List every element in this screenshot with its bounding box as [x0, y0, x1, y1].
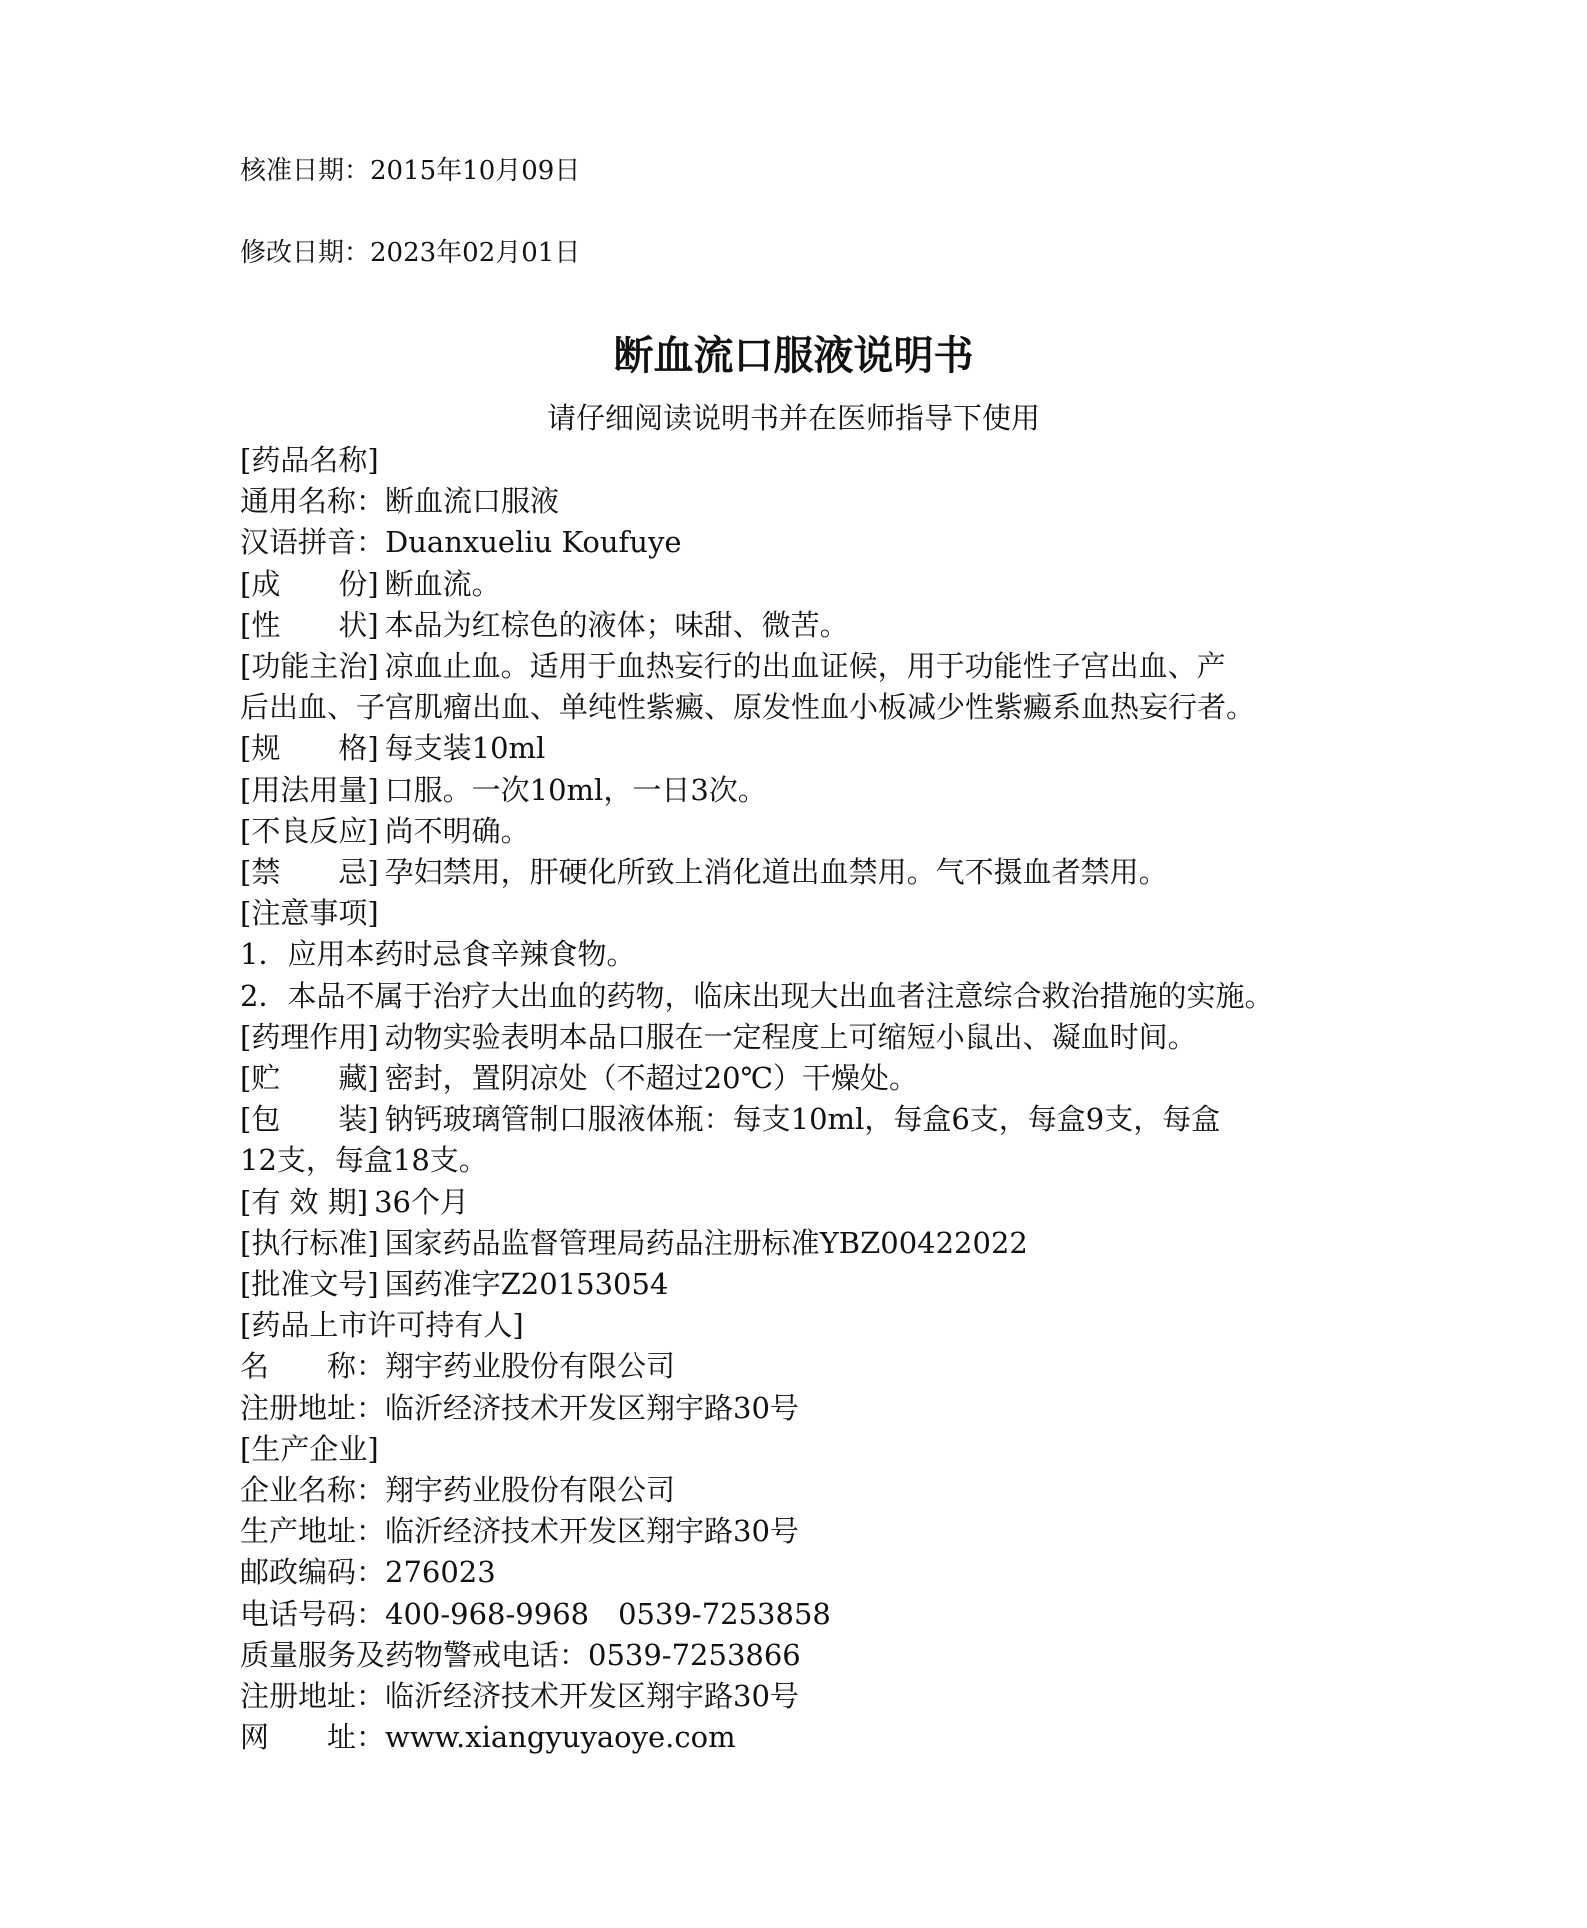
document-title: 断血流口服液说明书	[613, 333, 974, 379]
pharmacology-value: 动物实验表明本品口服在一定程度上可缩短小鼠出、凝血时间。	[384, 1019, 1197, 1054]
approval-date: 核准日期：2015年10月09日	[240, 156, 581, 186]
generic-name: 通用名称：断血流口服液	[240, 484, 560, 519]
storage-label: [贮 藏]	[240, 1061, 379, 1096]
package-line-1: 钠钙玻璃管制口服液体瓶：每支10ml，每盒6支，每盒9支，每盒	[384, 1102, 1221, 1137]
phone-numbers: 电话号码：400-968-9968 0539-7253858	[240, 1596, 831, 1631]
dosage-value: 口服。一次10ml，一日3次。	[384, 772, 767, 807]
contraindications-value: 孕妇禁用，肝硬化所致上消化道出血禁用。气不摄血者禁用。	[384, 855, 1168, 890]
postcode: 邮政编码：276023	[240, 1555, 496, 1590]
quality-phone: 质量服务及药物警戒电话：0539-7253866	[240, 1637, 801, 1672]
storage-row	[240, 1058, 1340, 1099]
ingredients-value: 断血流。	[384, 566, 501, 601]
contraindications-label: [禁 忌]	[240, 855, 379, 890]
document-body	[240, 440, 1340, 1759]
validity-value: 36个月	[374, 1184, 469, 1219]
ingredients-row	[240, 564, 1340, 605]
indications-line-2: 后出血、子宫肌瘤出血、单纯性紫癜、原发性血小板减少性紫癜系血热妄行者。	[240, 690, 1256, 725]
standard-label: [执行标准]	[240, 1225, 379, 1260]
dosage-label: [用法用量]	[240, 772, 379, 807]
precaution-item-1: 1．应用本药时忌食辛辣食物。	[240, 937, 636, 972]
adverse-label: [不良反应]	[240, 813, 379, 848]
approval-number-row	[240, 1264, 1340, 1305]
validity-row	[240, 1182, 1340, 1223]
manufacturer-name: 企业名称：翔宇药业股份有限公司	[240, 1473, 676, 1508]
adverse-value: 尚不明确。	[384, 813, 530, 848]
registered-address: 注册地址：临沂经济技术开发区翔宇路30号	[240, 1679, 799, 1714]
indications-row	[240, 646, 1340, 687]
mah-address: 注册地址：临沂经济技术开发区翔宇路30号	[240, 1390, 799, 1425]
website: 网 址：www.xiangyuyaoye.com	[240, 1720, 736, 1755]
mah-header: [药品上市许可持有人]	[240, 1308, 524, 1343]
manufacturer-address: 生产地址：临沂经济技术开发区翔宇路30号	[240, 1514, 799, 1549]
spec-label: [规 格]	[240, 731, 379, 766]
mah-name: 名 称：翔宇药业股份有限公司	[240, 1349, 676, 1384]
ingredients-label: [成 份]	[240, 566, 379, 601]
revision-date: 修改日期：2023年02月01日	[240, 238, 581, 268]
spec-value: 每支装10ml	[384, 731, 546, 766]
adverse-row	[240, 811, 1340, 852]
precaution-item-2: 2．本品不属于治疗大出血的药物，临床出现大出血者注意综合救治措施的实施。	[240, 978, 1274, 1013]
package-label: [包 装]	[240, 1102, 379, 1137]
pharmacology-label: [药理作用]	[240, 1019, 379, 1054]
approval-number-value: 国药准字Z20153054	[384, 1267, 669, 1302]
validity-label: [有 效 期]	[240, 1184, 369, 1219]
approval-number-label: [批准文号]	[240, 1267, 379, 1302]
package-line-2: 12支，每盒18支。	[240, 1143, 488, 1178]
manufacturer-header: [生产企业]	[240, 1431, 379, 1466]
spec-row	[240, 728, 1340, 769]
description-label: [性 状]	[240, 607, 379, 642]
standard-row	[240, 1223, 1340, 1264]
precautions-header: [注意事项]	[240, 896, 379, 931]
drug-name-header: [药品名称]	[240, 443, 379, 477]
storage-value: 密封，置阴凉处（不超过20℃）干燥处。	[384, 1061, 918, 1096]
standard-value: 国家药品监督管理局药品注册标准YBZ00422022	[384, 1225, 1028, 1260]
indications-label: [功能主治]	[240, 649, 379, 684]
description-row	[240, 605, 1340, 646]
description-value: 本品为红棕色的液体；味甜、微苦。	[384, 607, 849, 642]
dosage-row	[240, 770, 1340, 811]
pinyin-name: 汉语拼音：Duanxueliu Koufuye	[240, 525, 682, 560]
document-subtitle: 请仔细阅读说明书并在医师指导下使用	[546, 401, 1040, 435]
package-row	[240, 1099, 1340, 1140]
indications-line-1: 凉血止血。适用于血热妄行的出血证候，用于功能性子宫出血、产	[384, 649, 1226, 684]
contraindications-row	[240, 852, 1340, 893]
pharmacology-row	[240, 1017, 1340, 1058]
